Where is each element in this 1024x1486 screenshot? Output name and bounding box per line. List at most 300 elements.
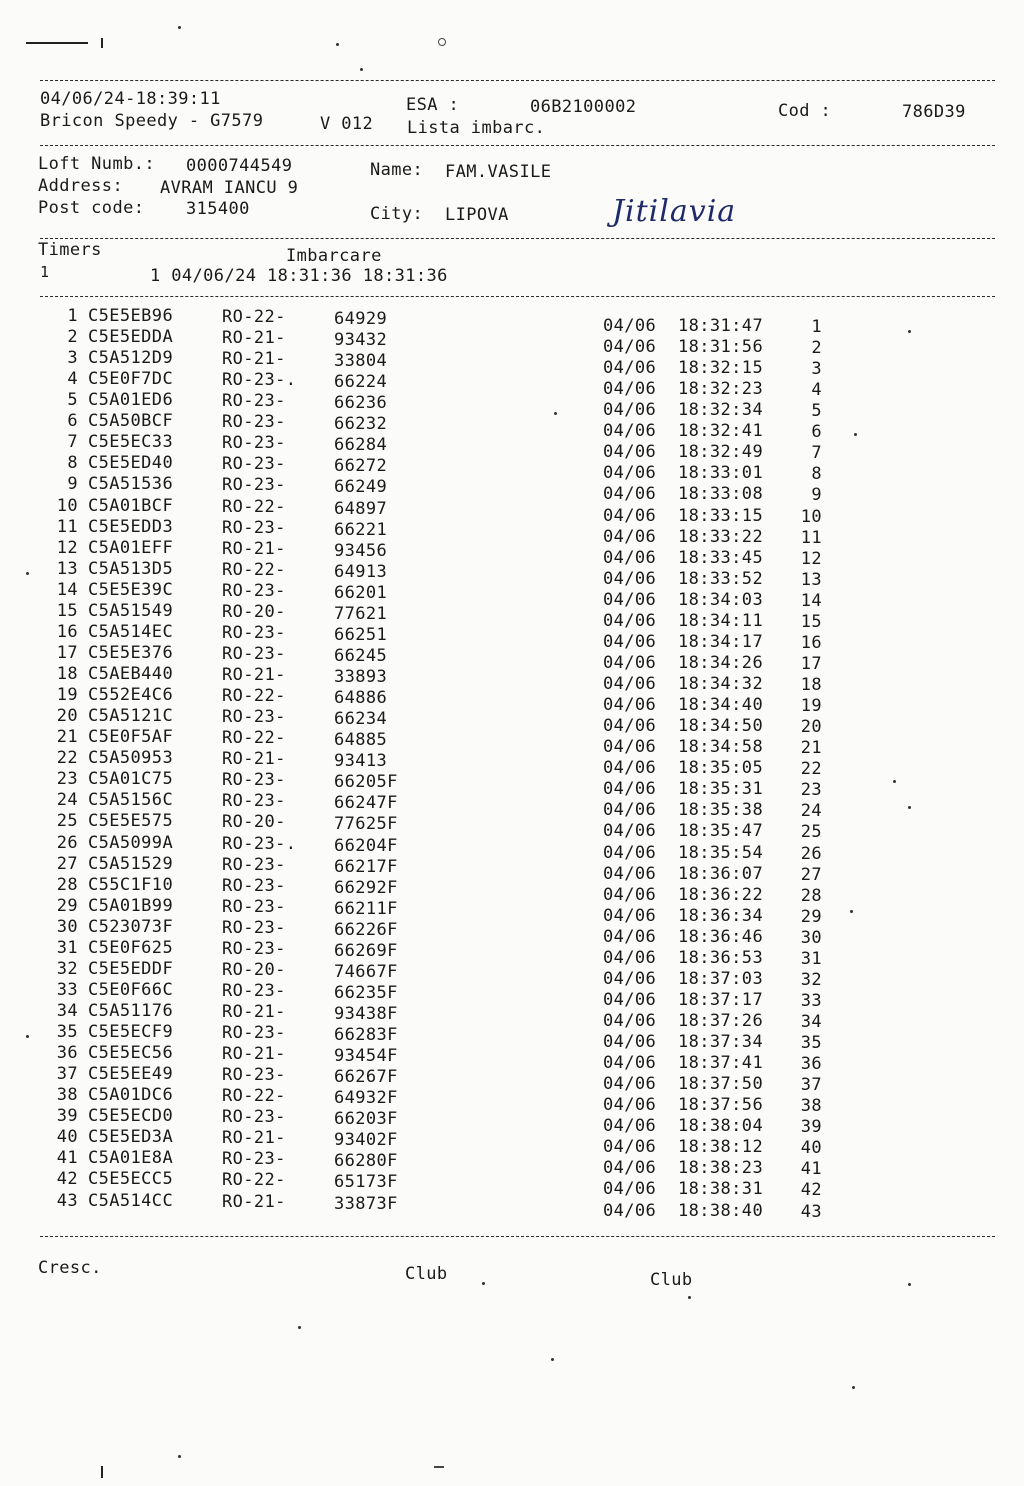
- arrival-time: 18:34:40: [678, 695, 764, 716]
- ring-id: C5E0F7DC: [88, 369, 174, 390]
- loft-number-label: Loft Numb.:: [38, 154, 155, 174]
- arrival-time: 18:31:56: [678, 337, 764, 358]
- row-number: 21: [56, 727, 78, 748]
- handwritten-signature: Jitilavia: [612, 194, 737, 229]
- ring-number: 66211F: [334, 898, 398, 919]
- arrival-order: 28: [800, 885, 822, 906]
- divider: [40, 1236, 995, 1237]
- ring-id: C5E5ECD0: [88, 1106, 174, 1127]
- arrival-time: 18:32:41: [678, 421, 764, 442]
- esa-label: ESA :: [406, 95, 460, 115]
- ring-number: 93402F: [334, 1130, 398, 1151]
- timer-index: 1: [40, 263, 50, 281]
- arrival-order: 42: [800, 1180, 822, 1201]
- arrival-order: 5: [811, 401, 822, 422]
- ring-id: C5A01ED6: [88, 390, 174, 411]
- arrival-date: 04/06: [603, 1137, 657, 1158]
- ring-id: C5E0F625: [88, 937, 174, 958]
- speckle: [908, 806, 911, 809]
- speckle: [554, 412, 557, 415]
- row-number: 37: [56, 1064, 78, 1085]
- arrival-date: 04/06: [603, 421, 657, 442]
- row-number: 41: [56, 1148, 78, 1169]
- scan-tick-top: [101, 38, 103, 48]
- arrival-date: 04/06: [603, 695, 657, 716]
- ring-number: 93454F: [334, 1046, 398, 1067]
- ring-number: 33873F: [334, 1193, 398, 1214]
- ring-series: RO-23-: [222, 770, 286, 791]
- ring-series: RO-22-: [222, 307, 286, 327]
- arrival-order: 8: [811, 464, 822, 485]
- arrival-time: 18:31:47: [678, 316, 764, 336]
- arrival-order: 12: [800, 548, 822, 569]
- ring-series: RO-23-: [222, 580, 286, 601]
- arrival-date: 04/06: [603, 1095, 657, 1116]
- ring-number: 66269F: [334, 940, 398, 961]
- ring-series: RO-23-: [222, 622, 286, 643]
- ring-series: RO-23-: [222, 707, 286, 728]
- row-number: 27: [56, 853, 78, 874]
- ring-id: C5E5EDDF: [88, 958, 174, 979]
- arrival-time: 18:32:34: [678, 400, 764, 421]
- ring-id: C5E5E575: [88, 811, 174, 832]
- arrival-time: 18:34:32: [678, 674, 764, 695]
- cod-value: 786D39: [902, 102, 966, 122]
- arrival-date: 04/06: [603, 526, 657, 547]
- arrival-order: 38: [800, 1096, 822, 1117]
- ring-series: RO-20-: [222, 601, 286, 622]
- club-label-left: Club: [405, 1264, 448, 1284]
- ring-series: RO-23-: [222, 1149, 286, 1170]
- ring-number: 93432: [334, 330, 388, 351]
- row-number: 26: [56, 832, 78, 853]
- speckle: [360, 68, 363, 71]
- arrival-time: 18:37:17: [678, 989, 764, 1010]
- ring-series: RO-21-: [222, 1001, 286, 1022]
- club-label-right: Club: [650, 1270, 693, 1290]
- arrival-order: 7: [811, 443, 822, 464]
- arrival-date: 04/06: [603, 737, 657, 758]
- row-number: 4: [67, 369, 78, 390]
- arrival-time: 18:38:23: [678, 1158, 764, 1179]
- arrival-order: 39: [800, 1117, 822, 1138]
- arrival-time: 18:37:26: [678, 1010, 764, 1031]
- arrival-date: 04/06: [603, 926, 657, 947]
- address-value: AVRAM IANCU 9: [160, 178, 299, 198]
- arrival-date: 04/06: [603, 1074, 657, 1095]
- list-title: Lista imbarc.: [407, 118, 546, 138]
- arrival-date: 04/06: [603, 968, 657, 989]
- esa-value: 06B2100002: [530, 97, 637, 117]
- arrival-time: 18:33:52: [678, 568, 764, 589]
- ring-series: RO-22-: [222, 728, 286, 749]
- ring-number: 66203F: [334, 1109, 398, 1130]
- ring-series: RO-21-: [222, 538, 286, 559]
- speckle: [850, 910, 853, 913]
- ring-number: 77621: [334, 603, 388, 624]
- arrival-order: 23: [800, 780, 822, 801]
- arrival-date: 04/06: [603, 821, 657, 842]
- arrival-order: 1: [811, 317, 822, 337]
- ring-series: RO-22-: [222, 559, 286, 580]
- ring-series: RO-23-: [222, 475, 286, 496]
- ring-number: 74667F: [334, 961, 398, 982]
- arrival-order: 19: [800, 696, 822, 717]
- arrival-time: 18:36:07: [678, 863, 764, 884]
- arrival-order: 18: [800, 675, 822, 696]
- ring-id: C5E5ECF9: [88, 1022, 174, 1043]
- arrival-order: 24: [800, 801, 822, 822]
- ring-series: RO-21-: [222, 1044, 286, 1065]
- ring-number: 66232: [334, 414, 388, 435]
- arrival-time: 18:35:31: [678, 779, 764, 800]
- ring-id: C5E5EDD3: [88, 516, 174, 537]
- arrival-time: 18:35:47: [678, 821, 764, 842]
- arrival-time: 18:33:45: [678, 547, 764, 568]
- ring-id: C5A01B99: [88, 895, 174, 916]
- row-number: 28: [56, 874, 78, 895]
- ring-series: RO-22-: [222, 1170, 286, 1191]
- speckle: [854, 433, 857, 436]
- ring-number: 64932F: [334, 1088, 398, 1109]
- ring-id: C5A01EFF: [88, 537, 174, 558]
- ring-series: RO-21-: [222, 665, 286, 686]
- arrival-order: 27: [800, 864, 822, 885]
- arrival-time: 18:37:03: [678, 968, 764, 989]
- row-number: 14: [56, 579, 78, 600]
- ring-series: RO-23-: [222, 517, 286, 538]
- arrival-order: 26: [800, 843, 822, 864]
- arrival-order: 16: [800, 632, 822, 653]
- arrival-date: 04/06: [603, 1010, 657, 1031]
- arrival-date: 04/06: [603, 337, 657, 358]
- cod-label: Cod :: [778, 101, 832, 121]
- ring-number: 66236: [334, 393, 388, 414]
- speckle: [336, 43, 339, 46]
- arrival-date: 04/06: [603, 568, 657, 589]
- arrival-order: 2: [811, 338, 822, 359]
- arrival-date: 04/06: [603, 674, 657, 695]
- ring-id: C5E5E39C: [88, 579, 174, 600]
- speckle: [482, 1282, 485, 1285]
- row-number: 1: [67, 306, 78, 326]
- speckle: [178, 26, 181, 29]
- ring-id: C5A512D9: [88, 348, 174, 369]
- name-value: FAM.VASILE: [445, 162, 552, 182]
- row-number: 7: [67, 432, 78, 453]
- ring-series: RO-23-: [222, 412, 286, 433]
- arrival-time: 18:36:34: [678, 905, 764, 926]
- arrival-time: 18:38:40: [678, 1200, 764, 1221]
- arrival-time: 18:38:12: [678, 1137, 764, 1158]
- ring-number: 64929: [334, 309, 388, 329]
- row-number: 20: [56, 706, 78, 727]
- row-number: 24: [56, 790, 78, 811]
- arrival-time: 18:32:15: [678, 358, 764, 379]
- arrival-date: 04/06: [603, 1116, 657, 1137]
- arrival-date: 04/06: [603, 505, 657, 526]
- ring-series: RO-20-: [222, 959, 286, 980]
- speckle: [688, 1296, 691, 1299]
- postcode-label: Post code:: [38, 198, 145, 218]
- city-value: LIPOVA: [445, 205, 509, 225]
- arrival-order: 9: [811, 485, 822, 506]
- arrival-date: 04/06: [603, 547, 657, 568]
- scan-tick-bottom: [101, 1466, 103, 1478]
- arrival-order: 25: [800, 822, 822, 843]
- arrival-date: 04/06: [603, 358, 657, 379]
- speckle: [893, 780, 896, 783]
- ring-id: C5A51549: [88, 600, 174, 621]
- arrival-order: 3: [811, 359, 822, 380]
- ring-number: 66217F: [334, 856, 398, 877]
- arrival-date: 04/06: [603, 652, 657, 673]
- ring-id: C552E4C6: [88, 685, 174, 706]
- postcode-value: 315400: [186, 199, 250, 219]
- ring-number: 66224: [334, 372, 388, 393]
- ring-series: RO-23-: [222, 875, 286, 896]
- ring-number: 66234: [334, 709, 388, 730]
- speckle: [298, 1326, 301, 1329]
- ring-id: C5A5121C: [88, 706, 174, 727]
- ring-series: RO-21-: [222, 349, 286, 370]
- row-number: 2: [67, 327, 78, 348]
- ring-id: C5E5E376: [88, 642, 174, 663]
- ring-number: 65173F: [334, 1172, 398, 1193]
- speckle: [178, 1455, 181, 1458]
- arrival-order: 35: [800, 1033, 822, 1054]
- speckle: [908, 330, 911, 333]
- ring-id: C5A513D5: [88, 558, 174, 579]
- timer-row: 1 04/06/24 18:31:36 18:31:36: [150, 266, 448, 286]
- ring-id: C5E5EB96: [88, 306, 174, 326]
- ring-series: RO-23-: [222, 917, 286, 938]
- arrival-date: 04/06: [603, 884, 657, 905]
- arrival-time: 18:33:22: [678, 526, 764, 547]
- row-number: 3: [67, 348, 78, 369]
- ring-series: RO-23-: [222, 643, 286, 664]
- ring-number: 64886: [334, 688, 388, 709]
- ring-series: RO-23-: [222, 433, 286, 454]
- ring-id: C5E5ED40: [88, 453, 174, 474]
- arrival-date: 04/06: [603, 1200, 657, 1221]
- ring-number: 64885: [334, 730, 388, 751]
- divider: [40, 80, 995, 81]
- arrival-order: 22: [800, 759, 822, 780]
- ring-number: 66226F: [334, 919, 398, 940]
- arrival-order: 32: [800, 969, 822, 990]
- row-number: 9: [67, 474, 78, 495]
- arrival-time: 18:32:23: [678, 379, 764, 400]
- ring-id: C5A514EC: [88, 621, 174, 642]
- arrival-order: 6: [811, 422, 822, 443]
- arrival-time: 18:37:50: [678, 1074, 764, 1095]
- row-number: 31: [56, 937, 78, 958]
- arrival-date: 04/06: [603, 842, 657, 863]
- ring-series: RO-21-: [222, 749, 286, 770]
- row-number: 30: [56, 916, 78, 937]
- ring-number: 66292F: [334, 877, 398, 898]
- arrival-time: 18:33:01: [678, 463, 764, 484]
- ring-id: C5A514CC: [88, 1190, 174, 1211]
- arrival-time: 18:32:49: [678, 442, 764, 463]
- ring-number: 93413: [334, 751, 388, 772]
- ring-number: 33804: [334, 351, 388, 372]
- ring-number: 64913: [334, 561, 388, 582]
- arrival-date: 04/06: [603, 610, 657, 631]
- ring-id: C5A50BCF: [88, 411, 174, 432]
- divider: [40, 296, 995, 297]
- row-number: 19: [56, 685, 78, 706]
- firmware-version: V 012: [320, 114, 374, 134]
- ring-series: RO-23-.: [222, 833, 297, 854]
- arrival-date: 04/06: [603, 631, 657, 652]
- ring-series: RO-23-: [222, 854, 286, 875]
- row-number: 5: [67, 390, 78, 411]
- arrival-order: 40: [800, 1138, 822, 1159]
- row-number: 39: [56, 1106, 78, 1127]
- ring-id: C5A50953: [88, 748, 174, 769]
- row-number: 16: [56, 621, 78, 642]
- row-number: 10: [56, 495, 78, 516]
- arrival-time: 18:35:54: [678, 842, 764, 863]
- arrival-order: 10: [800, 506, 822, 527]
- ring-series: RO-22-: [222, 686, 286, 707]
- speckle: [852, 1386, 855, 1389]
- ring-number: 93438F: [334, 1003, 398, 1024]
- ring-id: C5A01C75: [88, 769, 174, 790]
- row-number: 34: [56, 1000, 78, 1021]
- ring-series: RO-21-: [222, 328, 286, 349]
- row-number: 23: [56, 769, 78, 790]
- arrival-date: 04/06: [603, 463, 657, 484]
- arrival-order: 13: [800, 569, 822, 590]
- row-number: 12: [56, 537, 78, 558]
- arrival-time: 18:34:03: [678, 589, 764, 610]
- ring-series: RO-23-: [222, 391, 286, 412]
- ring-id: C5A01BCF: [88, 495, 174, 516]
- row-number: 17: [56, 642, 78, 663]
- row-number: 29: [56, 895, 78, 916]
- arrival-time: 18:38:04: [678, 1116, 764, 1137]
- arrival-date: 04/06: [603, 989, 657, 1010]
- arrival-time: 18:36:53: [678, 947, 764, 968]
- ring-series: RO-22-: [222, 1086, 286, 1107]
- ring-series: RO-21-: [222, 1128, 286, 1149]
- ring-number: 66221: [334, 519, 388, 540]
- row-number: 22: [56, 748, 78, 769]
- print-datetime: 04/06/24-18:39:11: [40, 89, 221, 109]
- arrival-time: 18:33:15: [678, 505, 764, 526]
- ring-number: 33893: [334, 667, 388, 688]
- arrival-time: 18:35:38: [678, 800, 764, 821]
- arrival-order: 14: [800, 590, 822, 611]
- arrival-date: 04/06: [603, 1053, 657, 1074]
- arrival-time: 18:38:31: [678, 1179, 764, 1200]
- ring-number: 77625F: [334, 814, 398, 835]
- ring-id: C5A51536: [88, 474, 174, 495]
- arrival-time: 18:34:11: [678, 610, 764, 631]
- ring-number: 66247F: [334, 793, 398, 814]
- ring-id: C5A51176: [88, 1000, 174, 1021]
- arrival-date: 04/06: [603, 947, 657, 968]
- arrival-order: 15: [800, 611, 822, 632]
- ring-series: RO-23-: [222, 791, 286, 812]
- row-number: 18: [56, 664, 78, 685]
- ring-number: 66245: [334, 645, 388, 666]
- row-number: 43: [56, 1190, 78, 1211]
- ring-id: C5E5ED3A: [88, 1127, 174, 1148]
- ring-id: C5E0F66C: [88, 979, 174, 1000]
- arrival-order: 34: [800, 1011, 822, 1032]
- ring-number: 66201: [334, 582, 388, 603]
- ring-number: 66204F: [334, 835, 398, 856]
- arrival-date: 04/06: [603, 758, 657, 779]
- speckle: [551, 1358, 554, 1361]
- arrival-date: 04/06: [603, 1032, 657, 1053]
- ring-id: C5E5EC56: [88, 1043, 174, 1064]
- row-number: 32: [56, 958, 78, 979]
- ring-series: RO-23-.: [222, 370, 297, 391]
- speckle: [26, 1035, 29, 1038]
- row-number: 11: [56, 516, 78, 537]
- city-label: City:: [370, 204, 424, 224]
- arrival-date: 04/06: [603, 379, 657, 400]
- divider: [40, 145, 995, 146]
- arrival-time: 18:37:56: [678, 1095, 764, 1116]
- arrival-time: 18:34:17: [678, 631, 764, 652]
- ring-number: 66267F: [334, 1067, 398, 1088]
- ring-id: C5A5099A: [88, 832, 174, 853]
- imbarcare-label: Imbarcare: [286, 246, 382, 266]
- scan-mark-bottom: [434, 1466, 444, 1468]
- ring-id: C5E0F5AF: [88, 727, 174, 748]
- arrival-date: 04/06: [603, 1179, 657, 1200]
- arrival-date: 04/06: [603, 779, 657, 800]
- address-label: Address:: [38, 176, 124, 196]
- ring-number: 66249: [334, 477, 388, 498]
- arrival-time: 18:34:50: [678, 716, 764, 737]
- arrival-order: 20: [800, 717, 822, 738]
- ring-number: 66205F: [334, 772, 398, 793]
- arrival-time: 18:34:26: [678, 652, 764, 673]
- timers-label: Timers: [38, 240, 102, 260]
- ring-id: C5E5EC33: [88, 432, 174, 453]
- arrival-date: 04/06: [603, 589, 657, 610]
- ring-id: C55C1F10: [88, 874, 174, 895]
- row-number: 42: [56, 1169, 78, 1190]
- row-number: 25: [56, 811, 78, 832]
- scan-mark-top: [26, 42, 88, 44]
- ring-id: C5A01E8A: [88, 1148, 174, 1169]
- arrival-date: 04/06: [603, 716, 657, 737]
- row-number: 6: [67, 411, 78, 432]
- arrival-order: 4: [811, 380, 822, 401]
- row-number: 13: [56, 558, 78, 579]
- arrival-date: 04/06: [603, 905, 657, 926]
- arrival-date: 04/06: [603, 800, 657, 821]
- ring-id: C5A5156C: [88, 790, 174, 811]
- arrival-order: 30: [800, 927, 822, 948]
- ring-id: C5E5ECC5: [88, 1169, 174, 1190]
- ring-number: 66251: [334, 624, 388, 645]
- ring-series: RO-22-: [222, 496, 286, 517]
- name-label: Name:: [370, 160, 424, 180]
- arrival-order: 36: [800, 1054, 822, 1075]
- arrival-date: 04/06: [603, 484, 657, 505]
- ring-number: 66284: [334, 435, 388, 456]
- arrival-order: 33: [800, 990, 822, 1011]
